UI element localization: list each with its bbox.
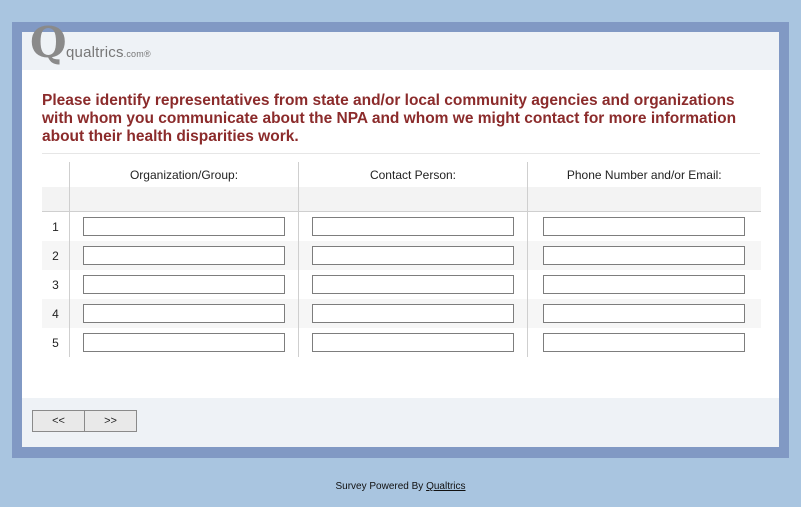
table-row <box>42 328 761 357</box>
contact-person-input[interactable] <box>312 246 514 265</box>
contact-person-input[interactable] <box>312 275 514 294</box>
phone-email-input[interactable] <box>543 275 745 294</box>
table-row <box>42 212 761 242</box>
powered-by-footer <box>0 481 801 492</box>
survey-panel <box>22 18 779 447</box>
row-label: 5 <box>52 335 59 350</box>
phone-email-input[interactable] <box>543 304 745 323</box>
column-header-organization: Organization/Group: <box>70 162 299 187</box>
contact-person-input[interactable] <box>312 217 514 236</box>
contact-person-input[interactable] <box>312 304 514 323</box>
question-divider <box>42 153 760 154</box>
navigation-bar <box>22 398 779 447</box>
text-entry-matrix <box>42 162 761 357</box>
table-row <box>42 270 761 299</box>
phone-email-input[interactable] <box>543 217 745 236</box>
row-label: 2 <box>42 241 70 270</box>
qualtrics-logo <box>30 18 170 70</box>
contact-person-input[interactable] <box>312 333 514 352</box>
matrix-header-row <box>42 162 761 187</box>
organization-input[interactable] <box>83 217 285 236</box>
organization-input[interactable] <box>83 333 285 352</box>
row-label: 3 <box>52 277 59 292</box>
organization-input[interactable] <box>83 275 285 294</box>
row-label: 1 <box>52 219 59 234</box>
question-text: Please identify representatives from state and/or local community agencies and organizations with whom you communicate about the NPA and whom we might contact for more information about their health disparities work. <box>42 92 737 145</box>
survey-header <box>22 18 779 70</box>
matrix-subheader-row <box>42 187 761 212</box>
phone-email-input[interactable] <box>543 246 745 265</box>
organization-input[interactable] <box>83 304 285 323</box>
organization-input[interactable] <box>83 246 285 265</box>
table-row <box>42 299 761 328</box>
logo-wordmark: qualtrics.com® <box>66 44 151 61</box>
table-row <box>42 241 761 270</box>
column-header-contact: Contact Person: <box>299 162 528 187</box>
logo-q-glyph: Q <box>30 18 67 67</box>
powered-by-text: Survey Powered By <box>335 481 427 492</box>
column-header-phone-email: Phone Number and/or Email: <box>528 162 761 187</box>
phone-email-input[interactable] <box>543 333 745 352</box>
next-button[interactable]: >> <box>84 410 137 432</box>
row-label: 4 <box>42 299 70 328</box>
qualtrics-link[interactable]: Qualtrics <box>426 481 466 492</box>
row-label-header <box>42 162 70 187</box>
back-button[interactable]: << <box>32 410 85 432</box>
